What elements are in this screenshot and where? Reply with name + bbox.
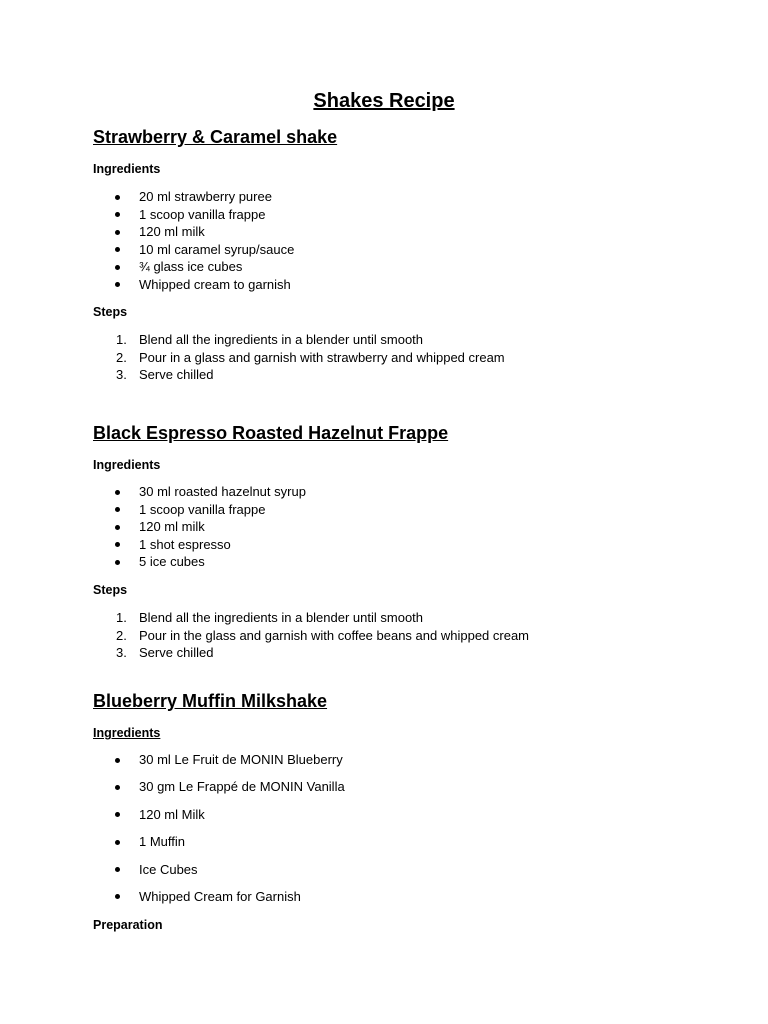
bullet-icon bbox=[115, 758, 120, 763]
list-item: 3. Serve chilled bbox=[116, 367, 214, 383]
step-number: 1. bbox=[116, 610, 127, 625]
list-item: 10 ml caramel syrup/sauce bbox=[0, 241, 768, 259]
list-item: 20 ml strawberry puree bbox=[0, 188, 768, 206]
bullet-icon bbox=[115, 507, 120, 512]
list-item: 30 gm Le Frappé de MONIN Vanilla bbox=[0, 778, 768, 805]
list-item: 30 ml roasted hazelnut syrup bbox=[0, 483, 768, 501]
list-item: 1 shot espresso bbox=[0, 536, 768, 554]
bullet-icon bbox=[115, 230, 120, 235]
ingredients-list bbox=[0, 188, 768, 294]
list-item: Whipped Cream for Garnish bbox=[0, 888, 768, 915]
bullet-icon bbox=[115, 490, 120, 495]
bullet-icon bbox=[115, 894, 120, 899]
recipe-title-black-espresso-hazelnut: Black Espresso Roasted Hazelnut Frappe bbox=[93, 423, 449, 443]
step-number: 2. bbox=[116, 627, 127, 643]
bullet-icon bbox=[115, 265, 120, 270]
list-item: 2. Pour in the glass and garnish with coffee beans and whipped cream bbox=[116, 627, 530, 643]
preparation-heading: Preparation bbox=[93, 918, 163, 932]
recipe-title-blueberry-muffin: Blueberry Muffin Milkshake bbox=[93, 691, 328, 711]
bullet-icon bbox=[115, 247, 120, 252]
ingredients-heading: Ingredients bbox=[93, 458, 161, 472]
recipe-title-strawberry-caramel: Strawberry & Caramel shake bbox=[93, 127, 338, 147]
ingredients-heading: Ingredients bbox=[93, 726, 161, 740]
bullet-icon bbox=[115, 785, 120, 790]
step-number: 2. bbox=[116, 349, 127, 365]
list-item: 2. Pour in a glass and garnish with strawberry and whipped cream bbox=[116, 349, 505, 365]
steps-list bbox=[0, 331, 768, 384]
list-item: 1. Blend all the ingredients in a blender until smooth bbox=[116, 332, 424, 347]
ingredients-heading: Ingredients bbox=[93, 162, 161, 176]
list-item: Ice Cubes bbox=[0, 861, 768, 888]
list-item: 120 ml milk bbox=[0, 223, 768, 241]
list-item: 1 Muffin bbox=[0, 833, 768, 860]
steps-heading: Steps bbox=[93, 583, 128, 597]
step-number: 3. bbox=[116, 645, 127, 661]
list-item: 120 ml milk bbox=[0, 518, 768, 536]
ingredients-list bbox=[0, 483, 768, 571]
document-title: Shakes Recipe bbox=[313, 90, 455, 112]
bullet-icon bbox=[115, 525, 120, 530]
bullet-icon bbox=[115, 282, 120, 287]
list-item: 120 ml Milk bbox=[0, 806, 768, 833]
bullet-icon bbox=[115, 560, 120, 565]
list-item: 1 scoop vanilla frappe bbox=[0, 501, 768, 519]
bullet-icon bbox=[115, 195, 120, 200]
steps-heading: Steps bbox=[93, 305, 128, 319]
list-item: 1 scoop vanilla frappe bbox=[0, 206, 768, 224]
bullet-icon bbox=[115, 812, 120, 817]
bullet-icon bbox=[115, 542, 120, 547]
bullet-icon bbox=[115, 867, 120, 872]
bullet-icon bbox=[115, 840, 120, 845]
list-item: 30 ml Le Fruit de MONIN Blueberry bbox=[0, 751, 768, 778]
steps-list bbox=[0, 609, 768, 662]
step-number: 1. bbox=[116, 332, 127, 347]
list-item: 1. Blend all the ingredients in a blender until smooth bbox=[116, 610, 424, 625]
list-item: Whipped cream to garnish bbox=[0, 276, 768, 294]
list-item: 5 ice cubes bbox=[0, 553, 768, 571]
list-item: ¾ glass ice cubes bbox=[0, 258, 768, 276]
bullet-icon bbox=[115, 212, 120, 217]
list-item: 3. Serve chilled bbox=[116, 645, 214, 661]
ingredients-list bbox=[0, 751, 768, 915]
step-number: 3. bbox=[116, 367, 127, 383]
